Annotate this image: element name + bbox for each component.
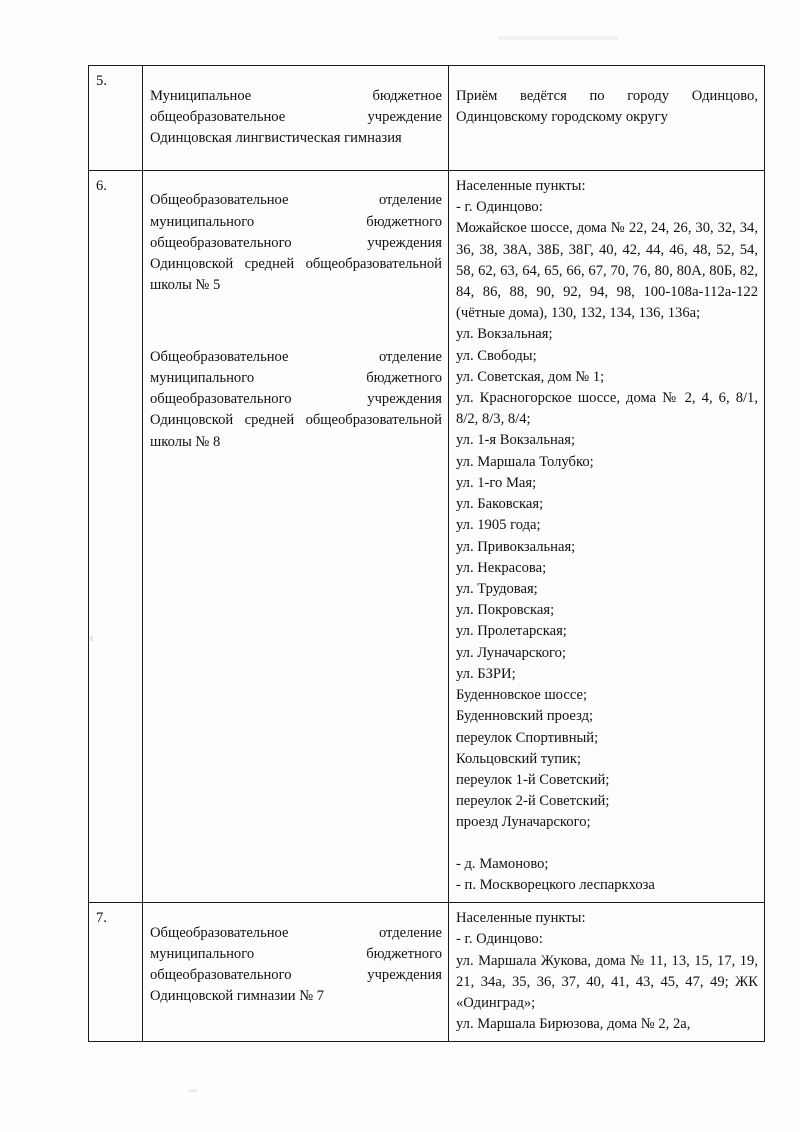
organization-name: Муниципальное бюджетное общеобразовательное учреждение Одинцовская лингвистическая гимназия: [150, 87, 442, 147]
address-item: ул. Луначарского;: [456, 644, 566, 661]
scan-artifact: [188, 1089, 197, 1092]
address-item: Буденновский проезд;: [456, 708, 594, 725]
address-item: проезд Луначарского;: [456, 814, 591, 831]
organization-cell: [143, 903, 449, 1042]
address-item: ул. Привокзальная;: [456, 538, 576, 555]
organization-name-school-5: Общеобразовательное отделение муниципального бюджетного общеобразовательного учреждения Одинцовской средней общеобразовательной школы № 5: [150, 192, 442, 294]
list-spacer: [456, 834, 758, 854]
row-number-cell: 6.: [89, 170, 143, 902]
address-item: ул. Маршала Жукова, дома № 11, 13, 15, 17, 19, 21, 34а, 35, 36, 37, 40, 41, 43, 45, 47, 49; ЖК «Одинград»;: [456, 952, 758, 1011]
address-item: ул. Маршала Бирюзова, дома № 2, 2а,: [456, 1016, 691, 1033]
address-item: переулок 2-й Советский;: [456, 793, 610, 810]
address-item: ул. Вокзальная;: [456, 326, 553, 343]
address-list-row-7: [456, 951, 758, 1036]
locality-name: - г. Одинцово:: [456, 931, 543, 948]
address-item: ул. Трудовая;: [456, 581, 538, 597]
territory-heading: Населенные пункты:: [456, 910, 586, 927]
table-row: [89, 903, 765, 1042]
address-item: Буденновское шоссе;: [456, 687, 588, 704]
row-number-cell: 7.: [89, 903, 143, 1042]
locality-item: - д. Мамоново;: [456, 855, 549, 872]
locality-name: - г. Одинцово:: [456, 199, 543, 216]
organization-cell: [143, 66, 449, 171]
territory-cell: [449, 170, 765, 902]
admission-note: Приём ведётся по городу Одинцово, Одинцовскому городскому округу: [456, 87, 758, 125]
address-item: ул. Красногорское шоссе, дома № 2, 4, 6, 8/1, 8/2, 8/3, 8/4;: [456, 390, 758, 428]
organization-name-school-8: Общеобразовательное отделение муниципального бюджетного общеобразовательного учреждения Одинцовской средней общеобразовательной школы № 8: [150, 348, 442, 450]
allocation-table: [88, 65, 765, 1042]
address-item: ул. Свободы;: [456, 347, 537, 364]
paragraph-spacer: [150, 311, 442, 332]
address-item: ул. Покровская;: [456, 602, 555, 619]
address-item: ул. Советская, дом № 1;: [456, 368, 605, 385]
territory-heading: Населенные пункты:: [456, 177, 586, 194]
address-item: ул. 1-я Вокзальная;: [456, 432, 576, 449]
address-item: Кольцовский тупик;: [456, 750, 582, 767]
address-item: Можайское шоссе, дома № 22, 24, 26, 30, 32, 34, 36, 38, 38А, 38Б, 38Г, 40, 42, 44, 46, 48, 52, 54, 58, 62, 63, 64, 65, 66, 67, 70, 76, 80, 80А, 80Б, 82, 84, 86, 88, 90, 92, 94, 98, 100-108а-112а-122 (чётные дома), 130, 132, 134, 136, 136а;: [456, 220, 758, 322]
address-item: ул. Пролетарская;: [456, 623, 567, 640]
territory-cell: [449, 66, 765, 171]
address-item: ул. 1905 года;: [456, 517, 541, 534]
table-row: [89, 170, 765, 902]
organization-cell: [143, 170, 449, 902]
address-item: ул. 1-го Мая;: [456, 474, 537, 491]
address-item: переулок 1-й Советский;: [456, 771, 610, 788]
territory-cell: [449, 903, 765, 1042]
table-row: [89, 66, 765, 171]
address-item: ул. БЗРИ;: [456, 665, 516, 682]
extra-locality-list: [456, 854, 758, 896]
address-item: ул. Некрасова;: [456, 559, 547, 576]
address-item: ул. Маршала Толубко;: [456, 453, 594, 470]
locality-item: - п. Москворецкого леспаркхоза: [456, 876, 655, 893]
address-item: переулок Спортивный;: [456, 729, 599, 746]
scan-artifact: [498, 36, 618, 40]
address-list-row-6: [456, 218, 758, 833]
row-number-cell: 5.: [89, 66, 143, 171]
organization-name-gymnasium-7: Общеобразовательное отделение муниципального бюджетного общеобразовательного учреждения Одинцовской гимназии № 7: [150, 924, 442, 1005]
address-item: ул. Баковская;: [456, 496, 544, 513]
